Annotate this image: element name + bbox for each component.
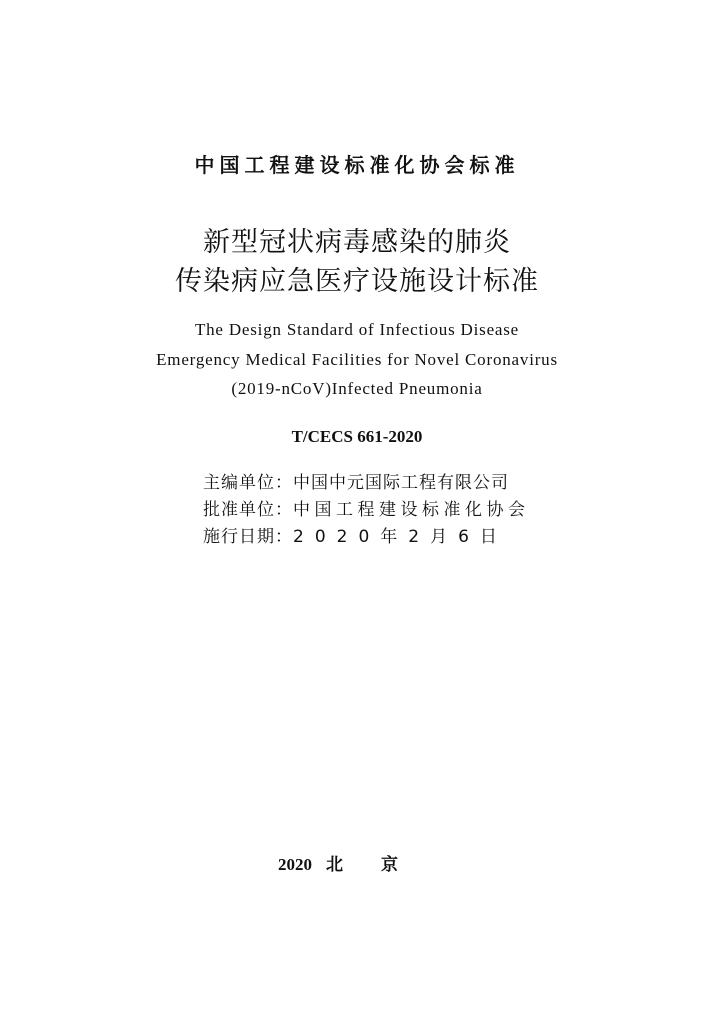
title-english-line1: The Design Standard of Infectious Disease [194, 320, 520, 339]
title-chinese-line2: 传染病应急医疗设施设计标准 [175, 266, 539, 297]
publication-year: 2020 [278, 855, 312, 874]
standard-number: T/CECS 661-2020 [291, 427, 423, 446]
effective-date-value: 2020年2月6日 [293, 527, 508, 547]
title-chinese-line1: 新型冠状病毒感染的肺炎 [203, 227, 511, 258]
approver-unit-row [203, 497, 530, 523]
approver-unit-value: 中国工程建设标准化协会 [293, 500, 530, 520]
issuing-organization: 中国工程建设标准化协会标准 [194, 153, 520, 177]
effective-date-label: 施行日期： [203, 527, 293, 547]
title-english-line2: Emergency Medical Facilities for Novel Coronavirus [156, 350, 558, 369]
effective-date-row [203, 524, 508, 550]
editor-unit-row [203, 470, 509, 496]
publication-city: 北京 [326, 855, 436, 875]
editor-unit-value: 中国中元国际工程有限公司 [293, 473, 509, 493]
title-english-line3: (2019-nCoV)Infected Pneumonia [231, 379, 483, 398]
editor-unit-label: 主编单位： [203, 473, 293, 493]
publication-footer [0, 853, 714, 877]
approver-unit-label: 批准单位： [203, 500, 293, 520]
